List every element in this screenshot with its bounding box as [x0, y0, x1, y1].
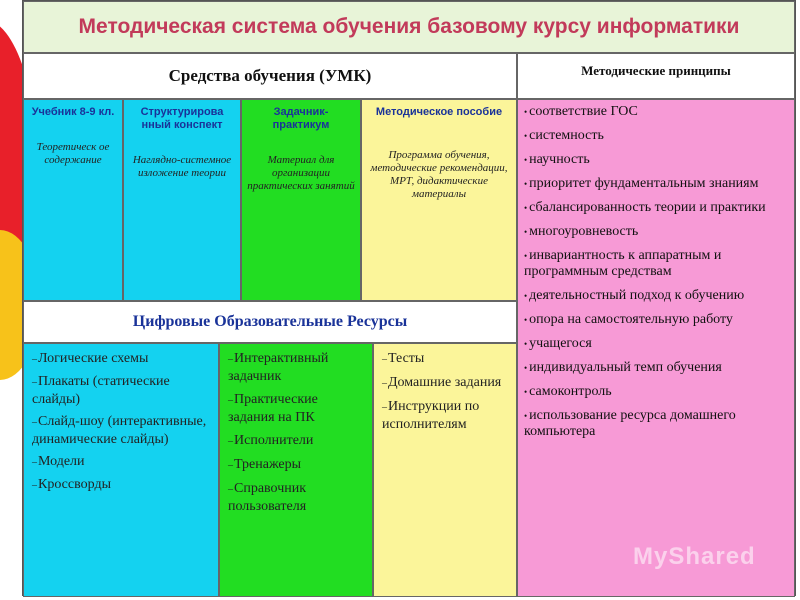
list-item: –Слайд-шоу (интерактивные, динамические слайды) [32, 414, 207, 447]
list-item: • индивидуальный темп обучения [524, 360, 722, 375]
umk-column-description: Наглядно-системное изложение теории [132, 154, 232, 179]
umk-column-description: Теоретическ ое содержание [36, 141, 110, 166]
umk-header-cell [23, 53, 517, 99]
list-item: • приоритет фундаментальным знаниям [524, 176, 759, 191]
list-item: • использование ресурса домашнего компьютера [524, 408, 736, 439]
title-cell [23, 1, 795, 53]
umk-header: Средства обучения (УМК) [168, 66, 372, 85]
umk-column-outline [123, 99, 241, 301]
watermark: MyShared [633, 543, 756, 570]
umk-column-header: Методическое пособие [375, 106, 503, 118]
list-item: • сбалансированность теории и практики [524, 200, 766, 215]
list-item: • самоконтроль [524, 384, 612, 399]
principles-list [517, 99, 795, 597]
list-item: –Практические задания на ПК [228, 392, 318, 425]
umk-column-header: Учебник 8-9 кл. [31, 106, 115, 118]
principles-header-cell [517, 53, 795, 99]
umk-column-header: Структурирова нный конспект [140, 106, 224, 131]
umk-column-workbook [241, 99, 361, 301]
digital-column-3 [373, 343, 517, 597]
list-item: • системность [524, 128, 604, 143]
list-item: • соответствие ГОС [524, 104, 638, 119]
list-item: • опора на самостоятельную работу [524, 312, 733, 327]
list-item: • инвариантность к аппаратным и программным средствам [524, 248, 722, 279]
list-item: • научность [524, 152, 590, 167]
list-item: –Интерактивный задачник [228, 351, 329, 384]
list-item: • деятельностный подход к обучению [524, 288, 745, 303]
list-item: –Исполнители [228, 433, 314, 448]
digital-column-2 [219, 343, 373, 597]
list-item: –Кроссворды [32, 477, 111, 492]
umk-column-description: Материал для организации практических занятий [247, 154, 355, 192]
method-system-table [22, 0, 796, 596]
umk-column-description: Программа обучения, методические рекомендации, МРТ, дидактические материалы [370, 149, 508, 200]
page-title: Методическая система обучения базовому курсу информатики [78, 15, 740, 38]
umk-column-manual [361, 99, 517, 301]
list-item: –Тренажеры [228, 457, 302, 472]
list-item: –Плакаты (статические слайды) [32, 374, 170, 407]
list-item: –Тесты [382, 351, 425, 366]
digital-column-1 [23, 343, 219, 597]
digital-header: Цифровые Образовательные Ресурсы [132, 313, 408, 330]
umk-column-textbook [23, 99, 123, 301]
list-item: –Модели [32, 454, 85, 469]
list-item: –Инструкции по исполнителям [382, 399, 480, 432]
umk-column-header: Задачник-практикум [272, 106, 330, 131]
list-item: –Справочник пользователя [228, 481, 307, 514]
list-item: • учащегося [524, 336, 592, 351]
list-item: • многоуровневость [524, 224, 639, 239]
list-item: –Логические схемы [32, 351, 149, 366]
digital-header-cell [23, 301, 517, 343]
list-item: –Домашние задания [382, 375, 502, 390]
principles-header: Методические принципы [581, 63, 731, 78]
